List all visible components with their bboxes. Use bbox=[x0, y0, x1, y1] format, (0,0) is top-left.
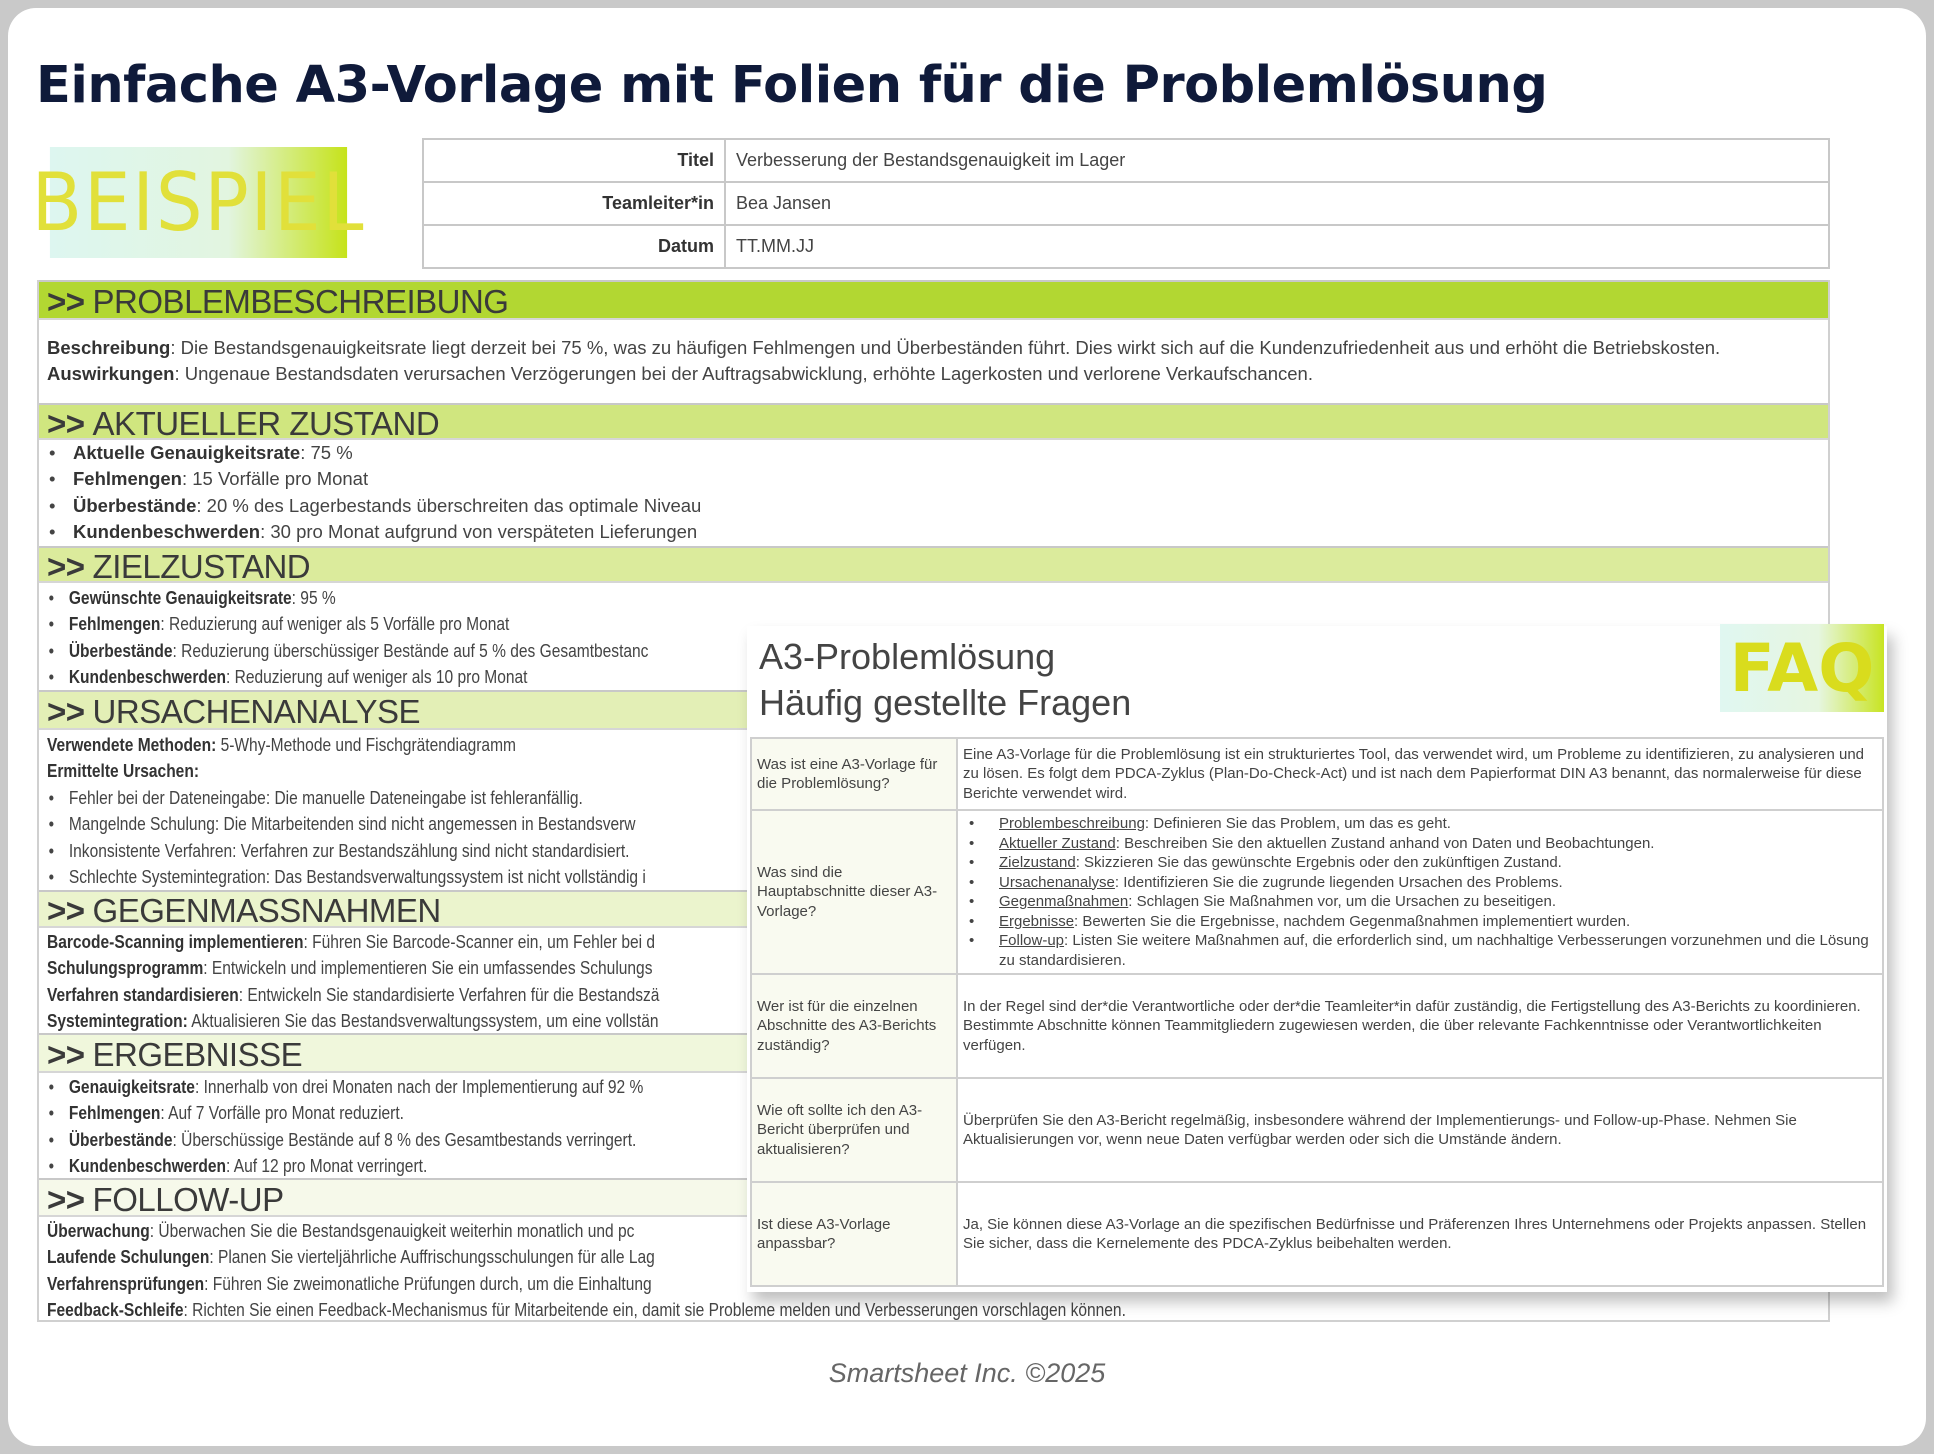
faq-question: Was sind die Hauptabschnitte dieser A3-Vorlage? bbox=[751, 810, 957, 974]
list-item: • Problembeschreibung: Definieren Sie das Problem, um das es geht. bbox=[963, 814, 1877, 834]
list-item: • Kundenbeschwerden: Auf 12 pro Monat verringert. bbox=[47, 1153, 1819, 1179]
faq-badge: FAQ bbox=[1720, 624, 1884, 712]
text-row: Verfahren standardisieren: Entwickeln Sie standardisierte Verfahren für die Bestandszä bbox=[47, 983, 660, 1005]
list-item: • Fehlmengen: Reduzierung auf weniger als 5 Vorfälle pro Monat bbox=[47, 611, 1819, 637]
list-item: • Ursachenanalyse: Identifizieren Sie die zugrunde liegenden Ursachen des Problems. bbox=[963, 873, 1877, 893]
text-row: Ermittelte Ursachen: bbox=[47, 760, 200, 782]
faq-slide bbox=[747, 626, 1887, 1292]
faq-row bbox=[751, 810, 1883, 974]
list-item: • Zielzustand: Skizzieren Sie das gewünschte Ergebnis oder den zukünftigen Zustand. bbox=[963, 853, 1877, 873]
list-item: • Fehlmengen: Auf 7 Vorfälle pro Monat reduziert. bbox=[47, 1100, 1819, 1126]
list-item: • Gewünschte Genauigkeitsrate: 95 % bbox=[47, 585, 1819, 611]
lead-value[interactable]: Bea Jansen bbox=[725, 182, 1829, 225]
section-body-current bbox=[39, 440, 1828, 546]
faq-answer bbox=[957, 810, 1883, 974]
info-row-lead bbox=[423, 182, 1829, 225]
list-item: • Überbestände: 20 % des Lagerbestands überschreiten das optimale Niveau bbox=[47, 493, 1820, 519]
list-item: • Überbestände: Überschüssige Bestände auf 8 % des Gesamtbestands verringert. bbox=[47, 1127, 1819, 1153]
page-title: Einfache A3-Vorlage mit Folien für die Problemlösung bbox=[36, 56, 1548, 115]
text-row: Feedback-Schleife: Richten Sie einen Feedback-Mechanismus für Mitarbeitende ein, damit sie Probleme melden und Verbesserungen vorschlagen können. bbox=[47, 1299, 1126, 1321]
faq-answer: Überprüfen Sie den A3-Bericht regelmäßig, insbesondere während der Implementierungs- und Follow-up-Phase. Nehmen Sie Aktualisierungen vor, wenn neue Daten verfügbar werden oder sich die Umstände ändern. bbox=[957, 1078, 1883, 1182]
section-header-countermeasures: >> GEGENMASSNAHMEN bbox=[39, 890, 1828, 928]
faq-table bbox=[750, 737, 1884, 1287]
date-label: Datum bbox=[423, 225, 725, 268]
faq-question: Wie oft sollte ich den A3-Bericht überprüfen und aktualisieren? bbox=[751, 1078, 957, 1182]
text-row: Überwachung: Überwachen Sie die Bestandsgenauigkeit weiterhin monatlich und pc bbox=[47, 1220, 635, 1241]
section-header-current: >> AKTUELLER ZUSTAND bbox=[39, 403, 1828, 440]
section-header-target: >> ZIELZUSTAND bbox=[39, 546, 1828, 583]
faq-row bbox=[751, 1078, 1883, 1182]
text-row: Barcode-Scanning implementieren: Führen Sie Barcode-Scanner ein, um Fehler bei d bbox=[47, 931, 656, 952]
section-header-results: >> ERGEBNISSE bbox=[39, 1033, 1828, 1073]
lead-label: Teamleiter*in bbox=[423, 182, 725, 225]
text-row: Laufende Schulungen: Planen Sie vierteljährliche Auffrischungsschulungen für alle Lag bbox=[47, 1246, 655, 1268]
info-row-title bbox=[423, 139, 1829, 182]
faq-answer: Eine A3-Vorlage für die Problemlösung ist ein strukturiertes Tool, das verwendet wird, um Probleme zu identifizieren, zu analysieren und zu lösen. Es folgt dem PDCA-Zyklus (Plan-Do-Check-Act) und ist nach dem Papierformat DIN A3 benannt, das normalerweise für diese Berichte verwendet wird. bbox=[957, 738, 1883, 810]
text-row: Systemintegration: Aktualisieren Sie das Bestandsverwaltungssystem, um eine vollstän bbox=[47, 1010, 659, 1032]
list-item: • Gegenmaßnahmen: Schlagen Sie Maßnahmen vor, um die Ursachen zu beseitigen. bbox=[963, 892, 1877, 912]
example-badge: BEISPIEL bbox=[50, 147, 347, 258]
faq-question: Wer ist für die einzelnen Abschnitte des A3-Berichts zuständig? bbox=[751, 974, 957, 1078]
section-header-follow-up: >> FOLLOW-UP bbox=[39, 1178, 1828, 1217]
faq-question: Was ist eine A3-Vorlage für die Problemlösung? bbox=[751, 738, 957, 810]
list-item: • Genauigkeitsrate: Innerhalb von drei Monaten nach der Implementierung auf 92 % bbox=[47, 1074, 1819, 1100]
text-row: Schulungsprogramm: Entwickeln und implementieren Sie ein umfassendes Schulungs bbox=[47, 957, 653, 979]
section-header-root-cause: >> URSACHENANALYSE bbox=[39, 690, 1828, 730]
faq-title: A3-Problemlösung Häufig gestellte Fragen bbox=[759, 636, 1132, 723]
section-header-problem: >> PROBLEMBESCHREIBUNG bbox=[39, 280, 1828, 320]
text-row: Verwendete Methoden: 5-Why-Methode und Fischgrätendiagramm bbox=[47, 734, 516, 755]
list-item: • Aktueller Zustand: Beschreiben Sie den aktuellen Zustand anhand von Daten und Beobachtungen. bbox=[963, 834, 1877, 854]
info-table bbox=[422, 138, 1830, 269]
faq-answer: In der Regel sind der*die Verantwortliche oder der*die Teamleiter*in dafür zuständig, die Fertigstellung des A3-Berichts zu koordinieren. Bestimmte Abschnitte können Teammitgliedern zugewiesen werden, die über relevante Fachkenntnisse oder Verantwortlichkeiten verfügen. bbox=[957, 974, 1883, 1078]
faq-answer: Ja, Sie können diese A3-Vorlage an die spezifischen Bedürfnisse und Präferenzen Ihres Unternehmens oder Projekts anpassen. Stellen Sie sicher, dass die Kernelemente des PDCA-Zyklus beibehalten werden. bbox=[957, 1182, 1883, 1286]
list-item: • Fehler bei der Dateneingabe: Die manuelle Dateneingabe ist fehleranfällig. bbox=[47, 785, 1819, 811]
faq-row bbox=[751, 974, 1883, 1078]
date-value[interactable]: TT.MM.JJ bbox=[725, 225, 1829, 268]
list-item: • Schlechte Systemintegration: Das Bestandsverwaltungssystem ist nicht vollständig i bbox=[47, 864, 1819, 890]
text-row: Beschreibung: Die Bestandsgenauigkeitsrate liegt derzeit bei 75 %, was zu häufigen Fehlmengen und Überbeständen führt. Dies wirkt sich auf die Kundenzufriedenheit aus und erhöht die Betriebskosten. bbox=[47, 337, 1721, 358]
list-item: • Inkonsistente Verfahren: Verfahren zur Bestandszählung sind nicht standardisiert. bbox=[47, 838, 1819, 864]
list-item: • Kundenbeschwerden: Reduzierung auf weniger als 10 pro Monat bbox=[47, 664, 1819, 690]
title-label: Titel bbox=[423, 139, 725, 182]
text-row: Auswirkungen: Ungenaue Bestandsdaten verursachen Verzögerungen bei der Auftragsabwicklung, erhöhte Lagerkosten und verlorene Verkaufschancen. bbox=[47, 363, 1313, 385]
list-item: • Überbestände: Reduzierung überschüssiger Bestände auf 5 % des Gesamtbestanc bbox=[47, 638, 1819, 664]
text-row: Verfahrensprüfungen: Führen Sie zweimonatliche Prüfungen durch, um die Einhaltung bbox=[47, 1272, 652, 1294]
title-value[interactable]: Verbesserung der Bestandsgenauigkeit im Lager bbox=[725, 139, 1829, 182]
faq-question: Ist diese A3-Vorlage anpassbar? bbox=[751, 1182, 957, 1286]
list-item: • Ergebnisse: Bewerten Sie die Ergebnisse, nachdem Gegenmaßnahmen implementiert wurden. bbox=[963, 912, 1877, 932]
section-body-problem bbox=[39, 320, 1828, 403]
list-item: • Kundenbeschwerden: 30 pro Monat aufgrund von verspäteten Lieferungen bbox=[47, 519, 1820, 545]
footer-copyright: Smartsheet Inc. ©2025 bbox=[828, 1358, 1106, 1388]
faq-row bbox=[751, 1182, 1883, 1286]
list-item: • Mangelnde Schulung: Die Mitarbeitenden sind nicht angemessen in Bestandsverw bbox=[47, 811, 1819, 837]
faq-row bbox=[751, 738, 1883, 810]
list-item: • Follow-up: Listen Sie weitere Maßnahmen auf, die erforderlich sind, um nachhaltige Verbesserungen vorzunehmen und die Lösung zu standardisieren. bbox=[963, 931, 1877, 970]
list-item: • Aktuelle Genauigkeitsrate: 75 % bbox=[47, 440, 1820, 466]
info-row-date bbox=[423, 225, 1829, 268]
list-item: • Fehlmengen: 15 Vorfälle pro Monat bbox=[47, 466, 1820, 492]
